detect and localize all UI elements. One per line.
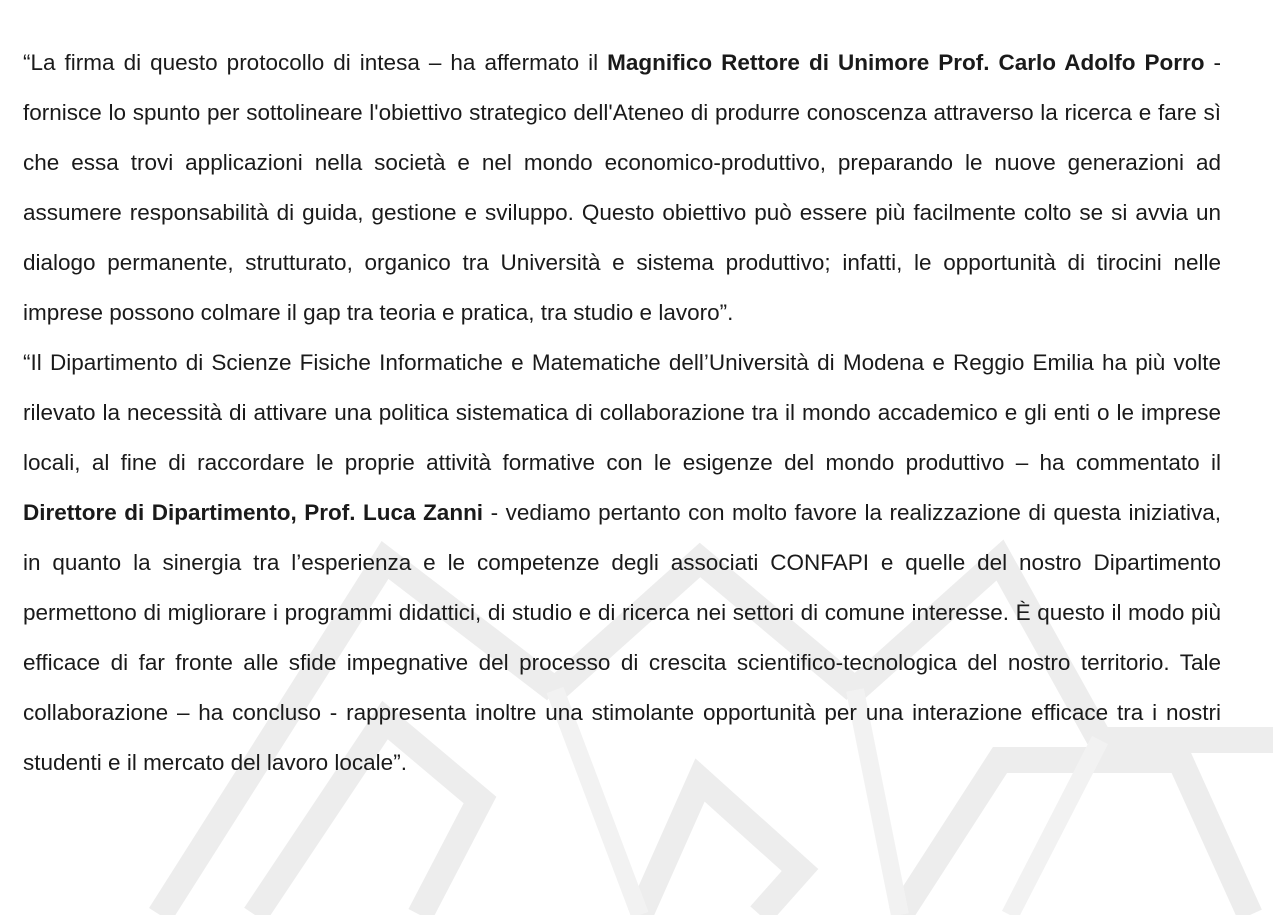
document-body (23, 38, 1221, 788)
paragraph-director-quote (23, 338, 1221, 788)
paragraph-text: “La firma di questo protocollo di intesa – ha affermato il (23, 50, 608, 75)
paragraph-rector-quote (23, 38, 1221, 338)
director-name: Direttore di Dipartimento, Prof. Luca Zanni (23, 500, 484, 525)
paragraph-text: “Il Dipartimento di Scienze Fisiche Informatiche e Matematiche dell’Università di Modena e Reggio Emilia ha più volte rilevato la necessità di attivare una politica sistematica di collaborazione tra il mondo accademico e gli enti o le imprese locali, al fine di raccordare le proprie attività formative con le esigenze del mondo produttivo – ha commentato il (23, 350, 1221, 475)
paragraph-text: - vediamo pertanto con molto favore la realizzazione di questa iniziativa, in quanto la sinergia tra l’esperienza e le competenze degli associati CONFAPI e quelle del nostro Dipartimento permettono di migliorare i programmi didattici, di studio e di ricerca nei settori di comune interesse. È questo il modo più efficace di far fronte alle sfide impegnative del processo di crescita scientifico-tecnologica del nostro territorio. Tale collaborazione – ha concluso - rappresenta inoltre una stimolante opportunità per una interazione efficace tra i nostri studenti e il mercato del lavoro locale”. (23, 500, 1221, 775)
rector-name: Magnifico Rettore di Unimore Prof. Carlo Adolfo Porro (607, 50, 1205, 75)
paragraph-text: - fornisce lo spunto per sottolineare l'obiettivo strategico dell'Ateneo di produrre conoscenza attraverso la ricerca e fare sì che essa trovi applicazioni nella società e nel mondo economico-produttivo, preparando le nuove generazioni ad assumere responsabilità di guida, gestione e sviluppo. Questo obiettivo può essere più facilmente colto se si avvia un dialogo permanente, strutturato, organico tra Università e sistema produttivo; infatti, le opportunità di tirocini nelle imprese possono colmare il gap tra teoria e pratica, tra studio e lavoro”. (23, 50, 1222, 325)
